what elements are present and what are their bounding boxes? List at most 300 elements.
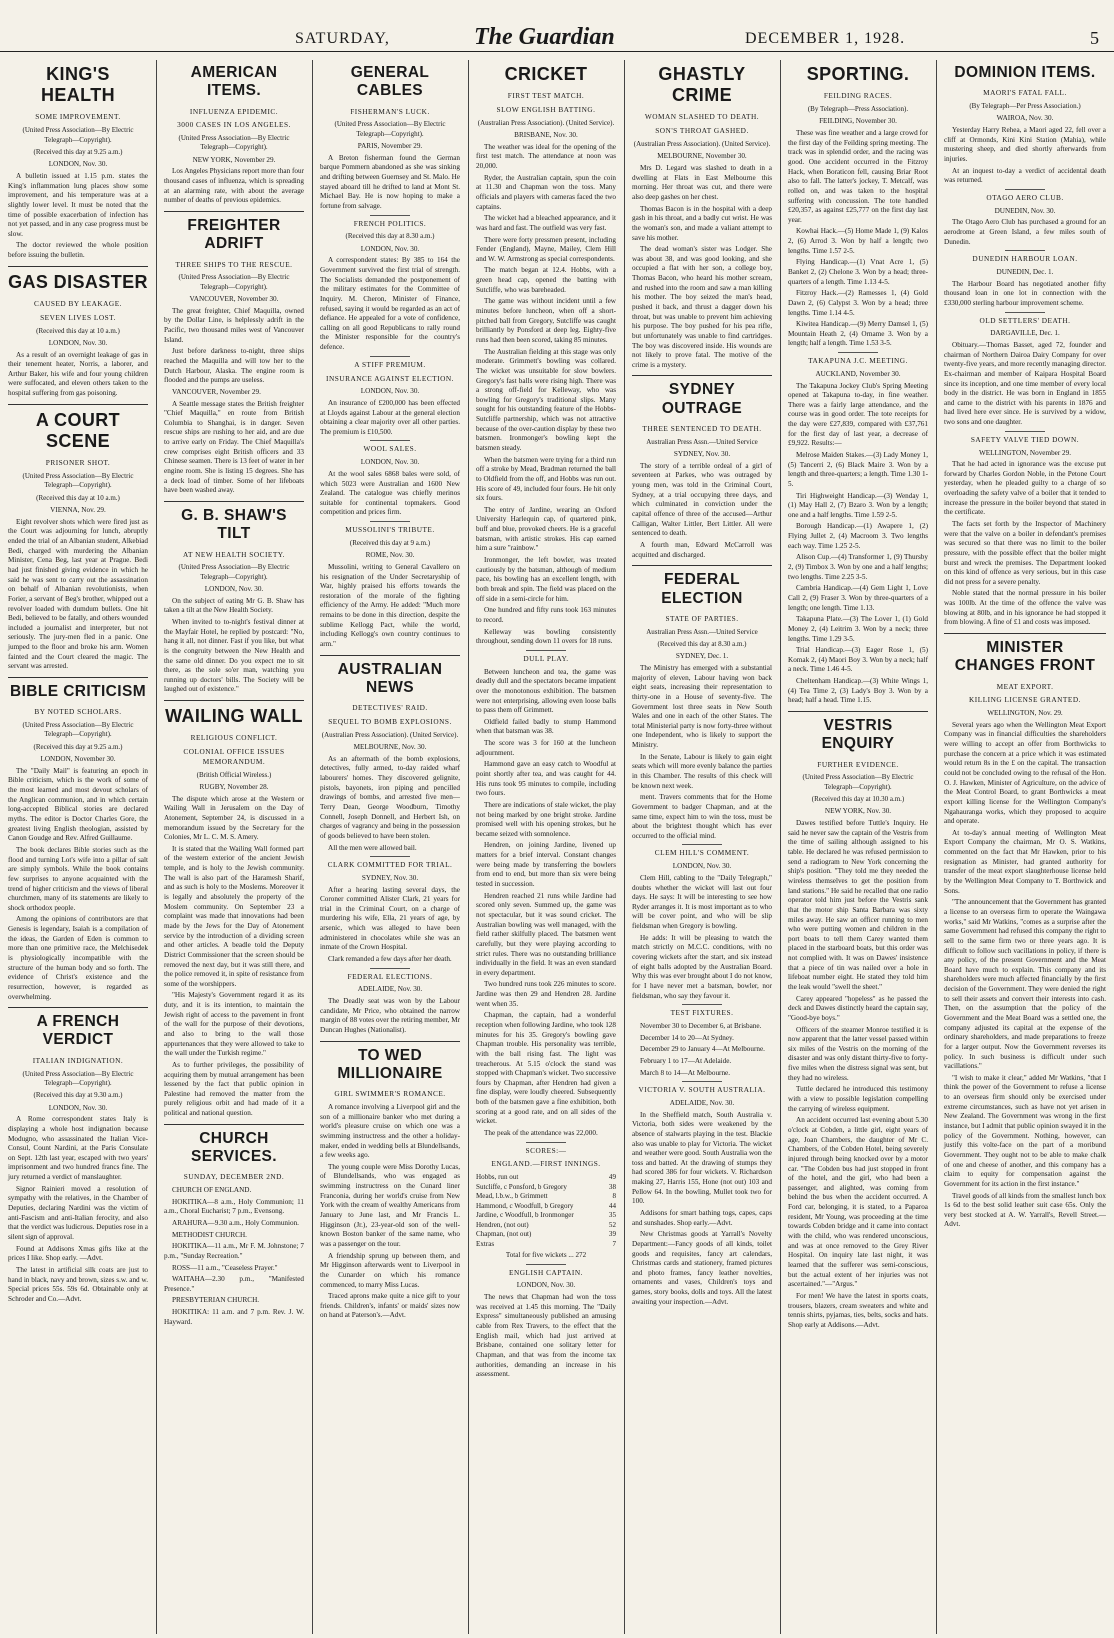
paragraph: February 1 to 17—At Adelaide.: [640, 1056, 732, 1065]
masthead-date: DECEMBER 1, 1928.: [745, 30, 906, 47]
dateline: AUCKLAND, November 30.: [815, 369, 901, 378]
paragraph: As to further privileges, the possibility of acquiring them by mutual arrangement has been lessened by the fact that public opinion in Palestine had removed the matter from the purely religious orbit and had made of it a political and national question.: [164, 1060, 304, 1118]
paragraph: As an aftermath of the bomb explosions, detectives, fully armed, to-day raided wharf labourers' homes. They discovered gelignite, pistols, bayonets, iron piping and pencilled drawings of bombs, and arrested five men—Terry Dean, George Woodburn, Timothy Connell, Joseph Donnell, and Herbert Ish, on charges of vagrancy and being in the possession of goods believed to have been stolen.: [320, 754, 460, 840]
article: [632, 565, 772, 841]
paragraph: An insurance of £200,000 has been effected at Lloyds against Labour at the general election obtaining a clear majority over all other parties. The premium is £10,500.: [320, 398, 460, 436]
paragraph: "I wish to make it clear," added Mr Watkins, "that I think the power of the Government to refuse a license to an overseas firm should only be exercised under extreme circumstances, such as have not yet arisen in New Zealand. The Government was wrong in the first instance, but I admit that public opinion swayed it in the policy of the Government. Nothing, however, can justify this volte-face on the part of a moribund Government. They ought not to be able to make chalk of one and cheese of another, and this company has a claim to equity for compensation against the Government for its action in the first instance.": [944, 1073, 1106, 1188]
headline: CHURCH SERVICES.: [190, 1129, 277, 1166]
subheading: SON'S THROAT GASHED.: [655, 126, 749, 136]
headline: A FRENCH VERDICT: [36, 1013, 120, 1049]
subheading: FURTHER EVIDENCE.: [817, 759, 899, 769]
paragraph: The Australian fielding at this stage was only moderate. Grimmett's bowling was collared. The wicket was unsuitable for slow bowlers. Gregory's fast balls were rising high. There was a strong off-field for Kelleway, who was bowling for Gregory's traditional slips. Many sought for his outstanding feature of the Hobbs-Sutcliffe partnership, which was not attractive because of the over-caution display by these two batsmen. Ironmonger's bowling kept the batsmen steady.: [476, 347, 616, 452]
section-divider: [8, 1007, 148, 1008]
dateline: NEW YORK, Nov. 30.: [824, 807, 892, 816]
column-rule: [936, 60, 937, 1634]
article: [476, 1264, 616, 1380]
paragraph: A Seattle message states the British freighter "Chief Maquilla," en route from British Columbia to Shanghai, is in danger. Seven rescue ships are rushing to her aid, and are due to arrive early on Friday. The Chief Maquilla's crew comprises eight British officers and 33 Chinese seamen. There is 13 feet of water in her engine room. She is listing 15 degrees. She has a deck load of timber. Some of her lifeboats have been washed away.: [164, 399, 304, 495]
batsman: Sutcliffe, c Ponsford, b Gregory: [476, 1182, 567, 1191]
scorecard-row: [476, 1202, 616, 1212]
advertisement: For men! We have the latest in sports coats, trousers, blazers, cream sweaters and white and tennis shirts, pyjamas, ties, belts, socks and hats. Shop early at Addisons.—Advt.: [788, 1291, 928, 1329]
paragraph: It is stated that the Wailing Wall formed part of the western exterior of the ancient Jewish temple, and is holy to the Jewish community. The wall is also part of the Haramesh Sharif, and as such is holy to the Moslems. Moreover it is legally and absolutely the property of the Moslem community. On September 23 a complaint was made that innovations had been made by the Jews for the Day of Atonement service by the introduction of a dividing screen and other articles. A beadle told the Deputy District Commissioner that the screen should be removed the next day, but it was still there, and the police removed it, in spite of resistance from some of the worshippers.: [164, 844, 304, 988]
paragraph: Clem Hill, cabling to the "Daily Telegraph," doubts whether the wicket will last out four days. He says: It will be interesting to see how Ryder arranges it. It is most important as to who will be cover point, and who will be slip fieldsman when Gregory is bowling.: [632, 873, 772, 931]
paragraph: "His Majesty's Government regard it as its duty, and it is its intention, to maintain the Jewish right of access to the pavement in front of the wall for the purpose of their devotions, and also to bring to the wall those appurtenances that they were allowed to take to the wall under the Turkish regime.": [164, 991, 304, 1058]
section-divider: [164, 1124, 304, 1125]
paragraph: Dawes testified before Tuttle's Inquiry. He said he never saw the captain of the Vestris from the time of sailing although assigned to his table. He declared he was refused permission to send a radiogram to New York concerning the ship's position. "They told me they needed the wireless themselves to get the position from land stations." He said he recalled that one radio operator told him just before the Vestris sank that the motor ship Santa Barbara was sixty miles away. He saw an officer running to men who were putting women and children in the port boats to tell them Carey wanted them placed in the starboard boats, but this order was not complied with. It was on Dawes' insistence that a piece of tin was nailed over a hole in lifeboat number eight. He stated they told him the leak would "swell the sheet.": [788, 819, 928, 991]
received-time: (Received this day at 9.25 a.m.): [33, 742, 123, 751]
wire-credit: (By Telegraph—Per Press Association.): [969, 102, 1081, 111]
dateline: DUNEDIN, Dec. 1.: [996, 268, 1054, 276]
dateline: ROME, Nov. 30.: [365, 551, 415, 560]
advertisement: Found at Addisons Xmas gifts like at the prices I like. Shop early. —Advt.: [8, 1244, 148, 1263]
paragraph: Hendren, on joining Jardine, livened up matters for a brief interval. Constant changes were being made by transferring the bowlers from end to end, but more than six were being tested in succession.: [476, 841, 616, 889]
scorecard-row: [476, 1211, 616, 1221]
paragraph: Hammond gave an easy catch to Woodful at point shortly after tea, and was caught for 44. His runs took 95 minutes to compile, including two fours.: [476, 760, 616, 798]
sub-divider: [526, 650, 566, 651]
paragraph: The doctor reviewed the whole position before issuing the bulletin.: [8, 241, 148, 260]
column-rule: [156, 60, 157, 1634]
section-divider: [8, 404, 148, 405]
section-divider: [320, 655, 460, 656]
paragraph: Clark remanded a few days after her death.: [328, 955, 452, 964]
sub-divider: [682, 844, 722, 845]
paragraph: A correspondent states: By 385 to 164 the Government survived the first trial of strength. The Socialists demanded the postponement of the military estimates for the Committee of Inquiry. M. Cheron, Minister of Finance, refused, saying it would be regarded as an act of defiance. He appealed for a vote of confidence, calling on all good Republicans to rally round the Minister responsible for the country's defence.: [320, 256, 460, 352]
masthead-day: SATURDAY,: [295, 30, 390, 47]
paragraph: Two hundred runs took 226 minutes to score. Jardine was then 29 and Hendren 28. Jardine went when 35.: [476, 980, 616, 1008]
subheading: FRENCH POLITICS.: [353, 218, 427, 228]
subheading: SEQUEL TO BOMB EXPLOSIONS.: [328, 716, 452, 726]
article: [8, 677, 148, 1002]
article: [944, 189, 1106, 247]
paragraph: Obituary.—Thomas Basset, aged 72, founder and chairman of Northern Dairoa Dairy Company for over twenty-five years, and more recently managing director. Ex-chairman and member of Kaipara Hospital Board since its inception, and one time member of every local body in the district. He was born in England in 1855 and came to the district with his parents in 1876 and had lived here ever since. He is survived by a widow, two sons and one daughter.: [944, 340, 1106, 427]
advertisement: Traced aprons make quite a nice gift to your friends. Children's, infants' or maids' sizes now on hand at Paterson's.—Advt.: [320, 1292, 460, 1320]
article: [8, 64, 148, 261]
subheading: MEAT EXPORT.: [996, 681, 1054, 691]
paragraph: A Breton fisherman found the German barque Pommern abandoned as she was sinking and drifting between Guernsey and St. Malo. He stayed aboard till he drifted to land at Mont St. Michael Bay. He is now hoping to make a fortune from salvage.: [320, 153, 460, 210]
article: [632, 1004, 772, 1078]
paragraph: At to-day's annual meeting of Wellington Meat Export Company the chairman, Mr O. S. Watkins, commented on the fact that Mr Hawken, prior to his resignation as Minister, had granted authority for transfer of the meat export slaughterhouse license held by the Wellington Meat Company to T. Borthwick and Sons.: [944, 828, 1106, 895]
paragraph: Eight revolver shots which were fired just as the Court was adjourning for lunch, abruptly ended the trial of an Albanian student, Alkebiad Bedi, charged with murdering the Albanian Minister, Cena Beg, last year at Prague. Bedi had just finished giving evidence in which he said he was sent to carry out the assassination on behalf of Albanian revolutionists, when Forier, a servant of Beg's brother, whipped out a revolver loaded with dumdum bullets. One hit Bedi, believed to be fatally, and others wounded included a journalist and interpreter, but not seriously. The jury-men fled in a panic. One jumped to the floor and broke his arm. Women fainted and the Court cleared the magic. The servant was arrested.: [8, 517, 148, 671]
section-divider: [320, 1041, 460, 1042]
paragraph: Tuttle declared he introduced this testimony with a view to possible legislation compelling the carrying of wireless equipment.: [788, 1085, 928, 1113]
batsman: Jardine, c Woodfull, b Ironmonger: [476, 1211, 574, 1220]
scorecard-row: [476, 1173, 616, 1183]
paragraph: The Deadly seat was won by the Labour candidate, Mr Price, who obtained the narrow margin of 88 votes over the retiring member, Mr Duncan Hughes (Nationalist).: [320, 997, 460, 1035]
subheading: MUSSOLINI'S TRIBUTE.: [345, 525, 435, 535]
dateline: LONDON, Nov. 30.: [672, 862, 732, 871]
subheading: WOMAN SLASHED TO DEATH.: [644, 112, 760, 122]
article: [164, 501, 304, 695]
paragraph: HOKITIKA—11 a.m., Mr F. M. Johnstone; 7 p.m., "Sunday Recreation.": [164, 1242, 304, 1260]
runs: 35: [608, 1211, 616, 1220]
subheading: A STIFF PREMIUM.: [354, 359, 426, 369]
paragraph: November 30 to December 6, at Brisbane.: [640, 1021, 762, 1030]
paragraph: Ironmonger, the left bowler, was treated cautiously by the batsman, although of medium pace, his bowling has an excellent length, with both break and spin. The field was placed on the off side in a semi-circle for him.: [476, 556, 616, 603]
article: [632, 375, 772, 560]
batsman: Hendren, (not out): [476, 1220, 529, 1229]
article: [944, 312, 1106, 428]
column-rule: [624, 60, 625, 1634]
paragraph: He adds: It will be pleasing to watch the match strictly on M.C.C. conditions, with no covering wickets after the start, and six instead of eight balls adopted by the Australian Board. Why this was ever brought about I do not know, for I have never met a batsman, bowler, nor fieldsman, who say they favour it.: [632, 933, 772, 1000]
column-4: [472, 60, 620, 1634]
headline: MINISTER CHANGES FRONT: [954, 639, 1096, 675]
paragraph: The Ministry has emerged with a substantial majority of eleven, Labour having won back eight seats, increasing their representation to thirty-one in a House of seventy-five. The Government lost three seats in New South Wales and one in each of the other States. The total Ministerial party is now forty-three without one Independent, who is likely to support the Ministry.: [632, 663, 772, 750]
dateline: BRISBANE, Nov. 30.: [514, 131, 578, 140]
article: [320, 521, 460, 650]
advertisement: Addisons for smart bathing togs, capes, caps and sunshades. Shop early.—Advt.: [632, 1208, 772, 1227]
paragraph: Borough Handicap.—(1) Awapere 1, (2) Flying Jullet 2, (4) Macroom 3. Two lengths each way. Time 1.25 2-5.: [788, 522, 928, 550]
section-divider: [164, 211, 304, 212]
subheading: THREE SENTENCED TO DEATH.: [642, 424, 762, 434]
article: [8, 404, 148, 672]
subheading: PRISONER SHOT.: [45, 458, 111, 468]
wire-credit: (United Press Association—By Electric Telegraph—Copyright).: [22, 721, 134, 739]
subheading: VICTORIA V. SOUTH AUSTRALIA.: [638, 1085, 766, 1095]
advertisement: New Christmas goods at Yarrall's Novelty Department:—Fancy goods of all kinds, toilet goods and requisites, fancy art calendars, Christmas cards and stationery, framed pictures and photo frames, fancy leather novelties, ornaments and vases, Children's toys and games, story books, dolls and toys. All the latest awaiting your inspection.—Advt.: [632, 1230, 772, 1306]
section-divider: [788, 711, 928, 712]
subheading: INFLUENZA EPIDEMIC.: [189, 106, 279, 116]
dateline: VIENNA, Nov. 29.: [50, 506, 106, 515]
received-time: (Received this day at 10.30 a.m.): [811, 795, 905, 804]
scorecard-row: [476, 1230, 616, 1240]
column-3: [316, 60, 464, 1634]
dateline: LONDON, Nov. 30.: [204, 585, 264, 594]
article: [944, 431, 1106, 628]
section-divider: [164, 700, 304, 701]
paragraph: One hundred and fifty runs took 163 minutes to record.: [476, 606, 616, 624]
article: [632, 844, 772, 1001]
column-1: [4, 60, 152, 1634]
paragraph: PRESBYTERIAN CHURCH.: [172, 1296, 260, 1305]
headline: KING'S HEALTH: [40, 64, 116, 106]
subheading: SLOW ENGLISH BATTING.: [496, 105, 596, 114]
headline: VESTRIS ENQUIRY: [821, 717, 895, 753]
paragraph: December 29 to January 4—At Melbourne.: [640, 1045, 765, 1054]
wire-credit: (By Telegraph—Press Association).: [807, 105, 909, 113]
paragraph: "The announcement that the Government has granted a license to an overseas firm to operate the Waingawa works," said Mr Watkins, "comes as a surprise after the same Government had refused this company the right to sell to the same firm two or three years ago. It is difficult to follow such vacillations in policy, if there is any policy, of the present Government and the Meat Board have much to explain. This company and its shareholders were much affected financially by the first decision of the Government. They were denied the right to sell their assets and convert their interests into cash. Then, on the assumption that the policy of the Government and the Meat Board was a settled one, the company adjusted its capital at the expense of the ordinary shareholders, and made preparations to freeze for a larger output. Now the Government reverses its policy. In such business is difficult under such vacillations.": [944, 898, 1106, 1071]
dateline: MELBOURNE, November 30.: [657, 152, 747, 161]
paragraph: That he had acted in ignorance was the excuse put forward by Charles Gordon Noble, in the Petone Court yesterday, when he pleaded guilty to a charge of so overloading the safety valve of a boiler that it tended to increase the pressure in the boiler beyond that stated in the certificate.: [944, 460, 1106, 517]
sub-divider: [370, 215, 410, 216]
paragraph: METHODIST CHURCH.: [172, 1230, 247, 1239]
subheading: ENGLISH CAPTAIN.: [509, 1267, 583, 1277]
subheading: TAKAPUNA J.C. MEETING.: [808, 356, 908, 366]
subheading: WOOL SALES.: [363, 444, 417, 454]
paragraph: An accident occurred last evening about 5.30 o'clock at Cobden, a little girl, eight years of age, Joan Chambers, the daughter of Mr C. Chambers, of the Cobden Hotel, being severely injured through being knocked over by a motor car. "The Cobden bus had just stopped in front of the hotel, and the girl, who had been a passenger, and alighted, was coming from behind the bus when the accident occurred. A Ford car, belonging, it is stated, to a Paparoa resident, Mr Young, was proceeding at the time towards Cobden bridge and it came into contact with the child, who was rendered unconscious, and was at once removed to the Grey River Hospital. On inquiry late last night, it was learned that the sufferer was semi-conscious, but the actual extent of her injuries was not ascertained."—"Argus.": [788, 1116, 928, 1289]
headline: GENERAL CABLES: [350, 64, 430, 100]
dateline: LONDON, Nov. 30.: [516, 1281, 576, 1290]
paragraph: The dead woman's sister was Lodger. She was about 38, and was good looking, and she occupied a flat with her son, a college boy, Thomas Bacon, who heard his mother scream, and rushed into the room and saw a man killing his mother. The boy seized the man's head, pushed it back, and thrust a dagger down his throat, but was unable to prevent him achieving his purpose. The boy pushed for his pea rifle, but unfortunately was unable to find cartridges. The boy was discovered inside. His wounds are not likely to prove fatal. The motive of the crime is a mystery.: [632, 245, 772, 369]
paragraph: A bulletin issued at 1.15 p.m. states the King's inflammation lung places show some improvement, and his temperature was at a slightly lower level. It must be noted that the time of possible exacerbation of infection has not yet passed, and in any case progress must be slow.: [8, 172, 148, 238]
subheading: OLD SETTLERS' DEATH.: [979, 315, 1071, 325]
dateline: LONDON, Nov. 30.: [48, 338, 108, 347]
article: [320, 968, 460, 1036]
runs: 38: [608, 1182, 616, 1191]
paragraph: Between luncheon and tea, the game was deadly dull and the spectators became impatient over the monotonous exhibition. The batsmen were not enterprising, allowing even loose balls to pass them off Grimmett.: [476, 667, 616, 715]
wire-credit: (United Press Association—By Electric Telegraph—Copyright).: [22, 126, 134, 144]
paragraph: In the Senate, Labour is likely to gain eight seats which will more evenly balance the parties in this Chamber. The results of this check will be known next week.: [632, 752, 772, 790]
paragraph: ARAHURA—9.30 a.m., Holy Communion.: [172, 1219, 299, 1227]
subheading: FIRST TEST MATCH.: [507, 91, 585, 101]
article: [632, 64, 772, 370]
article: [320, 856, 460, 965]
column-rule: [312, 60, 313, 1634]
batsman: Hammond, c Woodfull, b Gregory: [476, 1201, 574, 1210]
article: [320, 440, 460, 518]
article: [320, 356, 460, 438]
dateline: DARGAVILLE, Dec. 1.: [990, 329, 1060, 338]
paragraph: The wicket had a bleached appearance, and it was hard and fast. The outfield was very fast.: [476, 214, 616, 232]
headline: A COURT SCENE: [35, 409, 121, 451]
paragraph: After a hearing lasting several days, the Coroner committed Alister Clark, 21 years for trial in the Criminal Court, on a charge of murdering his wife, Ella, 21 years of age, by arsenic, which was alleged to have been administered in chocolates while she was an inmate of the Crown Hospital.: [320, 885, 460, 952]
section-divider: [8, 677, 148, 678]
paragraph: Fitzroy Hack.—(2) Ramesses 1, (4) Gold Dawn 2, (6) Calypst 3. Won by a head; three lengths. Time 1.14 4-5.: [788, 289, 928, 317]
column-rule: [468, 60, 469, 1634]
headline: DOMINION ITEMS.: [954, 64, 1096, 81]
subheading: INSURANCE AGAINST ELECTION.: [326, 373, 454, 383]
sub-divider: [1005, 250, 1045, 251]
section-divider: [632, 565, 772, 566]
paragraph: A Rome correspondent states Italy is displaying a whole host indignation because Modugno, who assassinated the Italian Vice-Consul, Count Nardini, at the Paris Consulate on Sept. 12th last year, escaped with two years' imprisonment and two hundred francs fine. The jury returned a verdict of manslaughter.: [8, 1115, 148, 1182]
paragraph: Several years ago when the Wellington Meat Export Company was in financial difficulties the shareholders were willing to accept an offer from Borthwicks to purchase the concern at a price which it was estimated would return 8s in the £ on the capital. The transaction could not be concluded owing to the refusal of the Hon. O. J. Hawken, Minister of Agriculture, on the advice of the Meat Control Board, to grant Borthwicks a meat export killing license for the Wellington Company's Ngahauranga works, which they proposed to acquire and operate.: [944, 720, 1106, 826]
dateline: SYDNEY, Nov. 30.: [673, 450, 731, 459]
paragraph: There were forty pressmen present, including Fender (England), Mayne, Mailey, Clem Hill and W. W. Armstrong as special correspondents.: [476, 235, 616, 263]
subheading: RELIGIOUS CONFLICT.: [190, 733, 278, 743]
paragraph: Trial Handicap.—(3) Eager Rose 1, (5) Komak 2, (4) Maori Boy 3. Won by a neck; half a neck. Time 1.46 4-5.: [788, 646, 928, 674]
article: [788, 352, 928, 706]
paragraph: The Harbour Board has negotiated another fifty thousand loan in one lot in connection with the £330,000 sterling harbour improvement scheme.: [944, 279, 1106, 307]
dateline: LONDON, Nov. 30.: [360, 387, 420, 396]
dateline: LONDON, Nov. 30.: [48, 1103, 108, 1112]
paragraph: A friendship sprung up between them, and Mr Higginson afterwards went to Liverpool in the Cunarder on which his romance commenced, to marry Miss Lucas.: [320, 1251, 460, 1289]
batsman: Mead, l.b.w., b Grimmett: [476, 1192, 548, 1201]
article: [8, 266, 148, 399]
page-number: 5: [1090, 28, 1099, 48]
paragraph: Takapuna Plate.—(3) The Lover 1, (1) Gold Money 2, (4) Leitrim 3. Won by a neck; three lengths. Time 1.29 3-5.: [788, 615, 928, 643]
dateline: DUNEDIN, Nov. 30.: [994, 206, 1056, 215]
subheading: COLONIAL OFFICE ISSUES MEMORANDUM.: [183, 747, 285, 766]
paragraph: HOKITIKA: 11 a.m. and 7 p.m. Rev. J. W. Hayward.: [164, 1308, 304, 1326]
subheading: KILLING LICENSE GRANTED.: [969, 695, 1081, 705]
paragraph: When the batsmen were trying for a third run off a stroke by Mead, Bradman returned the ball to Oldfield from the off, and Hobbs was run out. His score of 49, included four fours. He hit only six fours.: [476, 455, 616, 503]
scorecard-row: [476, 1221, 616, 1231]
column-2: [160, 60, 308, 1634]
subheading: FISHERMAN'S LUCK.: [350, 106, 430, 116]
article: [632, 1081, 772, 1307]
paragraph: Ryder, the Australian captain, spun the coin at 11.30 and Chapman won the toss. Many officials and players with cameras faced the two captains.: [476, 173, 616, 211]
subheading: BY NOTED SCHOLARS.: [34, 707, 122, 717]
article: [164, 1124, 304, 1328]
subheading: OTAGO AERO CLUB.: [986, 192, 1064, 202]
masthead: [0, 0, 1114, 52]
section-divider: [632, 375, 772, 376]
wire-credit: (Australian Press Association). (United Service).: [633, 140, 771, 148]
dateline: NEW YORK, November 29.: [192, 155, 276, 164]
paragraph: The young couple were Miss Dorothy Lucas, of Blundellsands, who was engaged as swimming instructress on the Cunard liner Franconia, during her world's cruise from New York with the cream of wealthy Americans from January to June last, and Mr Francis L. Higginson (Jr.), 23-year-old son of the well-known Boston banker of the same name, who was a passenger on the tour.: [320, 1162, 460, 1248]
scorecard-row: [476, 1192, 616, 1202]
sub-divider: [526, 1142, 566, 1143]
column-7: [940, 60, 1110, 1634]
subheading: TEST FIXTURES.: [670, 1008, 734, 1018]
headline: G. B. SHAW'S TILT: [181, 506, 287, 543]
sub-divider: [1005, 312, 1045, 313]
batsman: Chapman, (not out): [476, 1230, 532, 1239]
wire-credit: (United Press Association—By Electric Telegraph—Copyright).: [334, 120, 446, 138]
paragraph: Just before darkness to-night, three ships reached the Maquilla and will tow her to the Dutch Harbour, Alaska. The engine room is flooded and the pumps are useless.: [164, 347, 304, 385]
article: [164, 64, 304, 206]
article: [164, 211, 304, 496]
wire-credit: (British Official Wireless.): [196, 770, 272, 779]
wire-credit: (United Press Association—By Electric Telegraph—Copyright).: [178, 563, 290, 581]
scorecard-title: ENGLAND.—FIRST INNINGS.: [491, 1159, 601, 1169]
wire-credit: Australian Press Assn.—United Service: [646, 437, 758, 446]
sub-divider: [838, 352, 878, 353]
subheading: DULL PLAY.: [523, 653, 569, 663]
paragraph: Oldfield failed badly to stump Hammond when that batsman was 38.: [476, 717, 616, 736]
paragraph: Melrose Maiden Stakes.—(3) Lady Money 1, (5) Tancerri 2, (6) Black Maire 3. Won by a length and three-quarters; a length. Time 1.30 1-5.: [788, 451, 928, 488]
dateline: SYDNEY, Dec. 1.: [675, 652, 729, 661]
paragraph: Chapman, the captain, had a wonderful reception when following Jardine, who took 128 minutes for his 35. Gregory's bowling gave Chapman trouble. His personality was terrible, with the ball rising fast. The light was treacherous. At 5.15 o'clock the stand was stopped with Chapman's wicket. Two successive fours by Chapman, after Hendren had given a fine display, were loudly cheered. Subsequently both of the batsmen gave a fine exhibition, both scoring at a good rate, and on all sides of the wicket.: [476, 1011, 616, 1126]
headline: FEDERAL ELECTION: [661, 571, 743, 607]
wire-credit: (United Press Association—By Electric Telegraph—Copyright).: [22, 1069, 134, 1087]
scorecard-row: [476, 1240, 616, 1250]
runs: 8: [612, 1192, 616, 1201]
paragraph: Mrs D. Legard was slashed to death in a dwelling at Flats in East Melbourne this morning. Her throat was cut, and there were also deep gashes on her chest.: [632, 164, 772, 201]
article: [320, 655, 460, 854]
paragraph: CHURCH OF ENGLAND.: [172, 1186, 252, 1195]
paragraph: Tiri Highweight Handicap.—(3) Wenday 1, (1) May Hall 2, (7) Bzaro 3. Won by a length; one and a half lengths. Time 1.59 2-5.: [788, 491, 928, 519]
paragraph: Mussolini, writing to General Cavallero on his resignation of the Under Secretaryship of War, highly praised his efforts towards the restoration of the morale of the fighting efficiency of the Army. He added: "Much more remains to be done in this direction, despite the sublime Kellogg Pact, while the world, including Kellogg's own country continues to arm.": [320, 562, 460, 648]
paragraph: All the men were allowed bail.: [328, 843, 417, 852]
paragraph: HOKITIKA—8 a.m., Holy Communion; 11 a.m., Choral Eucharist; 7 p.m., Evensong.: [164, 1197, 304, 1216]
column-5: [628, 60, 776, 1634]
paragraph: Noble stated that the normal pressure in his boiler was 100lb. At the time of the offence the valve was blowing at 80lb, and in his ignorance he had stopped it from blowing. A fine of £1 and costs was imposed.: [944, 589, 1106, 627]
dateline: ADELAIDE, Nov. 30.: [357, 985, 423, 994]
paragraph: ROSS—11 a.m., "Ceaseless Prayer.": [172, 1263, 278, 1272]
paragraph: The story of a terrible ordeal of a girl of seventeen at Parkes, who was outraged by young men, was told in the Criminal Court, Sydney, at a trial occupying three days, and which culminated in conviction under the capital offence of three of the accused—Arthur Calligan, Walter Littler, Bert Littler. All were sentenced to death.: [632, 461, 772, 538]
paragraph: The Otago Aero Club has purchased a ground for an aerodrome at Green Island, a few miles south of Dunedin.: [944, 218, 1106, 246]
sub-divider: [526, 1264, 566, 1265]
subheading: AT NEW HEALTH SOCIETY.: [183, 549, 285, 559]
subheading: MAORI'S FATAL FALL.: [983, 88, 1067, 98]
paragraph: At an inquest to-day a verdict of accidental death was returned.: [944, 166, 1106, 185]
paragraph: Carey appeared "hopeless" as he passed the deck and Dawes distinctly heard the captain say, "Good-bye boys.": [788, 994, 928, 1022]
article: [944, 64, 1106, 186]
dateline: LONDON, Nov. 30.: [48, 160, 108, 169]
received-time: (Received this day at 8.30 a.m.): [345, 232, 435, 241]
dateline: VANCOUVER, November 30.: [189, 295, 279, 304]
section-divider: [164, 501, 304, 502]
runs: 39: [608, 1230, 616, 1239]
sub-divider: [682, 1004, 722, 1005]
article: [944, 633, 1106, 1230]
article: [320, 64, 460, 212]
paragraph: Hendren reached 21 runs while Jardine had scored only seven. Summed up, the game was not spectacular, but it was sound cricket. The Australian bowling was well managed, with the field rather skilfully placed. The batsmen went carefully, but they were playing according to strict rules. There was no outstanding brilliance individually in the field. It was an even standard in every department.: [476, 891, 616, 977]
sub-divider: [370, 521, 410, 522]
article: [476, 64, 616, 647]
subheading: THREE SHIPS TO THE RESCUE.: [175, 259, 293, 269]
article: [476, 650, 616, 1139]
batsman: Hobbs, run out: [476, 1173, 519, 1182]
subheading: CLARK COMMITTED FOR TRIAL.: [327, 860, 453, 870]
runs: 52: [608, 1220, 616, 1229]
section-divider: [8, 266, 148, 267]
article: [788, 64, 928, 349]
article: [944, 250, 1106, 308]
subheading: SEVEN LIVES LOST.: [40, 312, 116, 322]
headline: WAILING WALL: [165, 706, 303, 727]
subheading: GIRL SWIMMER'S ROMANCE.: [334, 1089, 446, 1099]
wire-credit: (United Press Association—By Electric Telegraph—Copyright).: [802, 773, 914, 791]
subheading: SUNDAY, DECEMBER 2ND.: [183, 1172, 285, 1182]
paragraph: March 8 to 14—At Melbourne.: [640, 1068, 731, 1077]
subheading: FEILDING RACES.: [823, 91, 893, 101]
sub-divider: [370, 440, 410, 441]
column-rule: [780, 60, 781, 1634]
wire-credit: (United Press Association—By Electric Telegraph—Copyright).: [22, 471, 134, 490]
paragraph: As a result of an overnight leakage of gas in their tenement heater, Norris, a laborer, and Arthur Baker, his wife and four young children were suffocated, and eleven others taken to the hospital suffering from gas poisoning.: [8, 350, 148, 398]
sub-divider: [370, 856, 410, 857]
paragraph: The score was 3 for 160 at the luncheon adjournment.: [476, 739, 616, 757]
wire-credit: (United Press Association—By Electric Telegraph—Copyright).: [178, 273, 290, 291]
dateline: LONDON, Nov. 30.: [360, 244, 420, 253]
paragraph: Flying Handicap.—(1) Vnat Acre 1, (5) Banket 2, (2) Chelone 3. Won by a head; three-quarters of a length. Time 1.13 4-5.: [788, 258, 928, 286]
headline: SPORTING.: [806, 64, 910, 84]
paragraph: The entry of Jardine, wearing an Oxford University Harlequin cap, of quartered pink, buff and blue, provoked cheers. He is a graceful batsman, with artistic strokes. His cap earned him a sure "rainbow.": [476, 505, 616, 553]
dateline: ADELAIDE, Nov. 30.: [669, 1098, 735, 1107]
sub-divider: [1005, 431, 1045, 432]
paragraph: The book declares Bible stories such as the flood and turning Lot's wife into a pillar of salt are simply symbols. While the book contains few surprises to anyone acquainted with the trend of higher criticism and the views of liberal churchmen, many of its statements are likely to shock orthodox people.: [8, 845, 148, 912]
paragraph: The great freighter, Chief Maquilla, owned by the Dollar Line, is helplessly adrift in the Pacific, two thousand miles west of Vancouver Island.: [164, 306, 304, 344]
subheading: STATE OF PARTIES.: [665, 613, 739, 623]
subheading: FEDERAL ELECTIONS.: [347, 971, 433, 981]
received-time: (Received this day at 10 a.m.): [36, 493, 120, 502]
scorecard-row: [476, 1183, 616, 1193]
article: [164, 700, 304, 1119]
paragraph: The peak of the attendance was 22,000.: [484, 1129, 598, 1138]
paragraph: The news that Chapman had won the toss was received at 1.45 this morning. The "Daily Express" simultaneously published an amusing cable from Rex Travers, to the effect that the English mail, which had just arrived at Brisbane, contained one solitary letter for Chapman, and that was from the income tax authorities, demanding an increase in his assessment.: [476, 1293, 616, 1379]
headline: AUSTRALIAN NEWS: [337, 660, 443, 696]
paragraph: The dispute which arose at the Western or Wailing Wall in Jerusalem on the Day of Atonement, September 24, is discussed in a memorandum issued by the Secretary for the Colonies, Mr L. C. M. S. Amery.: [164, 794, 304, 842]
paragraph: Officers of the steamer Monroe testified it is now apparent that the latter vessel passed within six miles of the Vestris on the morning of the disaster and was only distant thirty-five to forty-five miles when the distress signal was sent, but they had no wireless.: [788, 1025, 928, 1082]
paragraph: Yesterday Harry Rehea, a Maori aged 22, fell over a cliff at Ormonds, Kini Kini Station (Mahia), while mustering sheep, and died shortly afterwards from injuries.: [944, 126, 1106, 163]
paragraph: These was fine weather and a large crowd for the first day of the Feilding spring meeting. The track was in splendid order, and the racing was good. One accident occurred in the Fitzroy Hack, when Boraticon fell, causing Briar Root also to fall. The latter's jockey, T. Metcalf, was rolled on, and was taken to the hospital suffering with concussion. The tote handled £20,357, as against £25,777 on the first day last year.: [788, 129, 928, 224]
column-6: [784, 60, 932, 1634]
paragraph: The Takapuna Jockey Club's Spring Meeting opened at Takapuna to-day, in fine weather. There was a fairly large attendance, and the course was in good order. The tote receipts for the day were £27,839, compared with £37,761 for the first day of last year, a decrease of £9,922. Results:—: [788, 381, 928, 448]
sub-divider: [370, 968, 410, 969]
subheading: DETECTIVES' RAID.: [352, 703, 428, 713]
runs: 44: [608, 1201, 616, 1210]
subheading: SOME IMPROVEMENT.: [35, 112, 121, 122]
dateline: LONDON, November 30.: [40, 755, 116, 764]
wire-credit: (United Press Association—By Electric Telegraph—Copyright).: [178, 134, 290, 152]
paragraph: The weather was ideal for the opening of the first test match. The attendance at noon was 20,000.: [476, 142, 616, 171]
subheading: CLEM HILL'S COMMENT.: [654, 848, 750, 858]
paragraph: The "Daily Mail" is featuring an epoch in Bible criticism, which is the work of some of the most learned and most devout scholars of the Anglican communion, and in which certain long-accepted Biblical stories are declared myths. The editor is Doctor Charles Gore, the greatest living English theologian, assisted by Canon Goudge and Rev. Alfred Guillaume.: [8, 766, 148, 843]
paragraph: The game was without incident until a few minutes before luncheon, when off a short-pitched ball from Gregory, Sutcliffe was caught brilliantly by Ponsford at deep leg. Eighty-five runs had then been scored, taking 85 minutes.: [476, 297, 616, 344]
paragraph: Kelleway was bowling consistently throughout, sending down 11 overs for 18 runs.: [476, 627, 616, 646]
paragraph: A fourth man, Edward McCarroll was acquitted and discharged.: [632, 540, 772, 559]
runs: 49: [608, 1173, 616, 1182]
received-time: (Received this day at 9.25 a.m.): [33, 147, 123, 156]
scorecard-total: Total for five wickets ... 272: [505, 1251, 587, 1260]
wire-credit: Australian Press Assn.—United Service: [646, 627, 758, 636]
subheading: CAUSED BY LEAKAGE.: [34, 299, 122, 308]
article: [788, 711, 928, 1330]
paragraph: On the subject of eating Mr G. B. Shaw has taken a tilt at the New Health Society.: [164, 596, 304, 615]
paragraph: December 14 to 20—At Sydney.: [640, 1033, 734, 1042]
paragraph: Among the opinions of contributors are that Genesis is legendary, Isaiah is a compilation of the ideas, the Garden of Eden is common to more than one primitive race, the Melchisedek is physiologically incompatible with the structure of the human body and so forth. The evidence of Christ's existence and the resurrection, however, is regarded as overwhelming.: [8, 915, 148, 1001]
article: [476, 1142, 616, 1261]
